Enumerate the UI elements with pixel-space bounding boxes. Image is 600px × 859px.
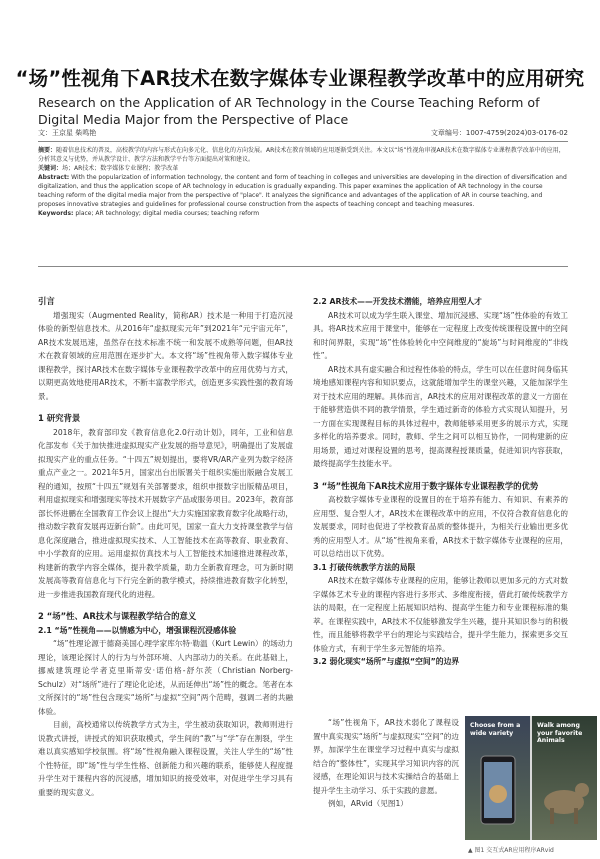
section-2-heading: 2 “场”性、AR技术与课程教学结合的意义 xyxy=(38,611,197,621)
section-2-1-paragraph-2: 目前，高校通常以传统教学方式为主，学生被动获取知识，教师则进行说教式讲授，讲授式的知识获取模式，学生间的“教”与“学”存在割裂，学生难以真实感知学校氛围。将“场”性视角融入课程设置，关注人学生的“场”性个性特征，即“场”性与学生性格、创新能力和兴趣的联系，能够使人程度提升学生对于课程内容的沉浸感，增加知识的接受效率，对促进学生学习具有重要的现实意义。 xyxy=(38,720,293,797)
abstract-cn-label: 摘要： xyxy=(38,147,57,154)
keywords-cn: 场；AR技术；数字媒体专业课程；教学改革 xyxy=(62,165,179,172)
divider-abstract xyxy=(38,266,568,267)
section-2-1-paragraph-1: “场”性理论源于德裔美国心理学家库尔特·勒温（Kurt Lewin）的场动力理论，该理论探讨人的行为与外部环境、人内部动力的关系。在此基础上，挪威建筑理论学者克里斯蒂安·诺伯格-舒尔茨（Christian Norberg-Schulz）对“场所”进行了理论化论述，从而延伸出“场”性的概念。笔者在本文所探讨的“场”性包含现实“场所”与虚拟“空间”两个范畴，强调二者的共融体验。 xyxy=(38,639,293,716)
article-title-cn: “场”性视角下AR技术在数字媒体专业课程教学改革中的应用研究 xyxy=(15,67,585,90)
abstract-en-label: Abstract: xyxy=(38,174,70,181)
figure-right-panel xyxy=(532,716,597,840)
section-3-2-paragraph: “场”性视角下，AR技术弱化了课程设置中真实现实“场所”与虚拟现实“空间”的边界，加深学生在课堂学习过程中真实与虚拟结合的“整体性”，实现其学习知识内容的沉浸感，在理论知识与技术实操结合的基础上提升学生主动学习、乐于实践的意愿。 xyxy=(313,718,459,795)
section-2-1-heading: 2.1 “场”性视角——以情感为中心，增强课程沉浸感体验 xyxy=(38,625,237,635)
section-3-paragraph: 高校数字媒体专业课程的设置目的在于培养有能力、有知识、有素养的应用型、复合型人才，AR技术在课程改革中的应用，不仅符合教育信息化的发展要求，同时也促进了学校教育品质的整体提升，为相关行业输出更多优秀的应用型人才。从“场”性视角来看，AR技术于数字媒体专业课程的应用，可以总结出以下优势。 xyxy=(313,495,568,558)
phone-illustration xyxy=(465,716,530,840)
keywords-en: place; AR technology; digital media courses; teaching reform xyxy=(75,210,260,217)
figure-caption: ▲ 图1 交互式AR应用程序ARvid xyxy=(468,847,554,854)
abstract-block xyxy=(38,146,568,218)
section-3-heading: 3 “场”性视角下AR技术应用于数字媒体专业课程教学的优势 xyxy=(313,480,539,491)
figure-left-panel xyxy=(465,716,530,840)
left-column xyxy=(38,295,293,799)
animal-illustration xyxy=(532,716,597,840)
section-3-1-paragraph: AR技术在数字媒体专业课程的应用，能够让教师以更加多元的方式对数字媒体艺术专业的课程内容进行多形式、多维度衔接，借此打破传统教学方法的局限，在一定程度上拓展知识结构、提高学生能力和专业课程标准的集萃。在课程实践中，AR技术不仅能够激发学生兴趣，提升其知识参与的积极性，而且能够将教学平台的理论与实践结合，提升学生能力，探索更多交互体验方式，有利于学生多元智能的培养。 xyxy=(313,576,568,653)
section-3-2-paragraph-2: 例如，ARvid（见图1） xyxy=(328,799,408,808)
article-title-en: Research on the Application of AR Technology in the Course Teaching Reform of Digital Media Major from the Perspective of Place xyxy=(38,95,540,127)
section-2-2-paragraph-2: AR技术具有虚实融合和过程性体验的特点，学生可以在任意时间身临其境地感知课程内容和知识要点，这就能增加学生的课堂兴趣，又能加深学生对于技术应用的理解。具体而言，AR技术的应用对课程改革的意义一方面在于能够营造供不同的教学情景，学生通过新奇的体验方式实现认知提升，另一方面在实现课程目标的具体过程中，教师能够采用更多的展示方式，实现多样化的培养要求。同时，教师、学生之间可以相互协作，一同构建新的应用场景，通过对课程设置的思考，提高课程授课质量，促进知识内容获取，最终提高学生技能水平。 xyxy=(313,364,568,468)
intro-paragraph: 增强现实（Augmented Reality，简称AR）技术是一种用于打造沉浸体验的新型信息技术。从2016年“虚拟现实元年”到2021年“元宇宙元年”，AR技术发展迅速，虽然存在技术标准不统一和发展不成熟等问题，但AR技术在教育领域的应用范围在逐步扩大。本文将“场”性视角带入数字媒体专业课程教学，探讨AR技术在数字媒体专业课程教学改革中的应用优势与方式，以期更高效地使用AR技术，不断丰富教学形式，创造更多实践性强的教育场景。 xyxy=(38,310,293,401)
abstract-cn: 随着信息技术的普及，高校教学的内容与形式在向多元化、信息化的方向发展。AR技术在教育领域的应用逐渐受到关注。本文以“场”性视角审视AR技术在数字媒体专业课程教学改革中的应用，分析其意义与优势，并从教学设计、教学方法和教学平台等方面提出对策和建议。 xyxy=(38,147,565,163)
right-column-narrow xyxy=(313,716,459,811)
section-2-2-paragraph-1: AR技术可以成为学生联入课堂、增加沉浸感、实现“场”性体验的有效工具。将AR技术应用于课堂中，能够在一定程度上改变传统课程设置中的空间和时间界限，实现“场”性体验转化中空间维度的“旋场”与时间维度的“非线性”。 xyxy=(313,310,568,360)
right-column xyxy=(313,295,568,669)
figure-arvid xyxy=(465,716,597,840)
figure-right-text: Walk among your favorite Animals xyxy=(537,722,583,744)
section-3-2-heading: 3.2 弱化现实“场所”与虚拟“空间”的边界 xyxy=(313,657,460,666)
section-1-paragraph: 2018年，教育部印发《教育信息化2.0行动计划》，同年，工业和信息化部发布《关于加快推进虚拟现实产业发展的指导意见》，明确提出了发展虚拟现实产业的重点任务。“十四五”规划提出，要将VR/AR产业列为数字经济重点产业之一。2021年5月，国家出台出版署关于组织实施出版融合发展工程的通知，按照“十四五”规划有关部署要求，组织申报数字出版精品项目，利用虚拟现实和增强现实等技术开展数字产品或服务项目。2023年，教育部部长怀进鹏在全国教育工作会议上提出“大力实施国家教育数字化战略行动，推动数字教育发展再迈新台阶”。由此可见，国家一直大力支持课堂教学与信息化深度融合，推进虚拟现实技术、人工智能技术在高等教育、职业教育、中小学教育的应用。运用虚拟仿真技术与人工智能技术加速推进课程改革，构建新的教学内容全媒体，提升教学质量，助力全新教育理念，可为新时期发展高等教育信息化与下行完全新的教学模式，持续推进教育数字化转型，进一步推进我国教育现代化的进程。 xyxy=(38,427,293,599)
article-meta xyxy=(38,128,568,140)
section-2-2-heading: 2.2 AR技术——开发技术潜能，培养应用型人才 xyxy=(313,297,482,306)
keywords-cn-label: 关键词： xyxy=(38,165,63,172)
authors: 文：王京星 柴鸣艳 xyxy=(38,129,97,137)
section-intro-heading: 引言 xyxy=(38,296,55,306)
keywords-en-label: Keywords: xyxy=(38,210,74,217)
figure-left-text: Choose from a wide variety xyxy=(470,722,521,737)
section-3-1-heading: 3.1 打破传统教学方法的局限 xyxy=(313,562,416,572)
divider-top xyxy=(38,141,568,142)
document-number: 文章编号：1007-4759(2024)03-0176-02 xyxy=(430,129,568,137)
abstract-en: With the popularization of information technology, the content and form of teaching in colleges and universities are developing in the direction of diversification and digitalization, and thus the application scope of AR technology in education is gradually expanding. This paper examines the application of AR technology in the course teaching reform of the digital media major from the perspective of "place". It analyzes the significance and advantages of the application of AR in course teaching, and proposes innovative strategies and guidelines for professional course construction from the aspects of teaching concept and teaching measures. xyxy=(38,174,567,208)
section-1-heading: 1 研究背景 xyxy=(38,413,81,423)
